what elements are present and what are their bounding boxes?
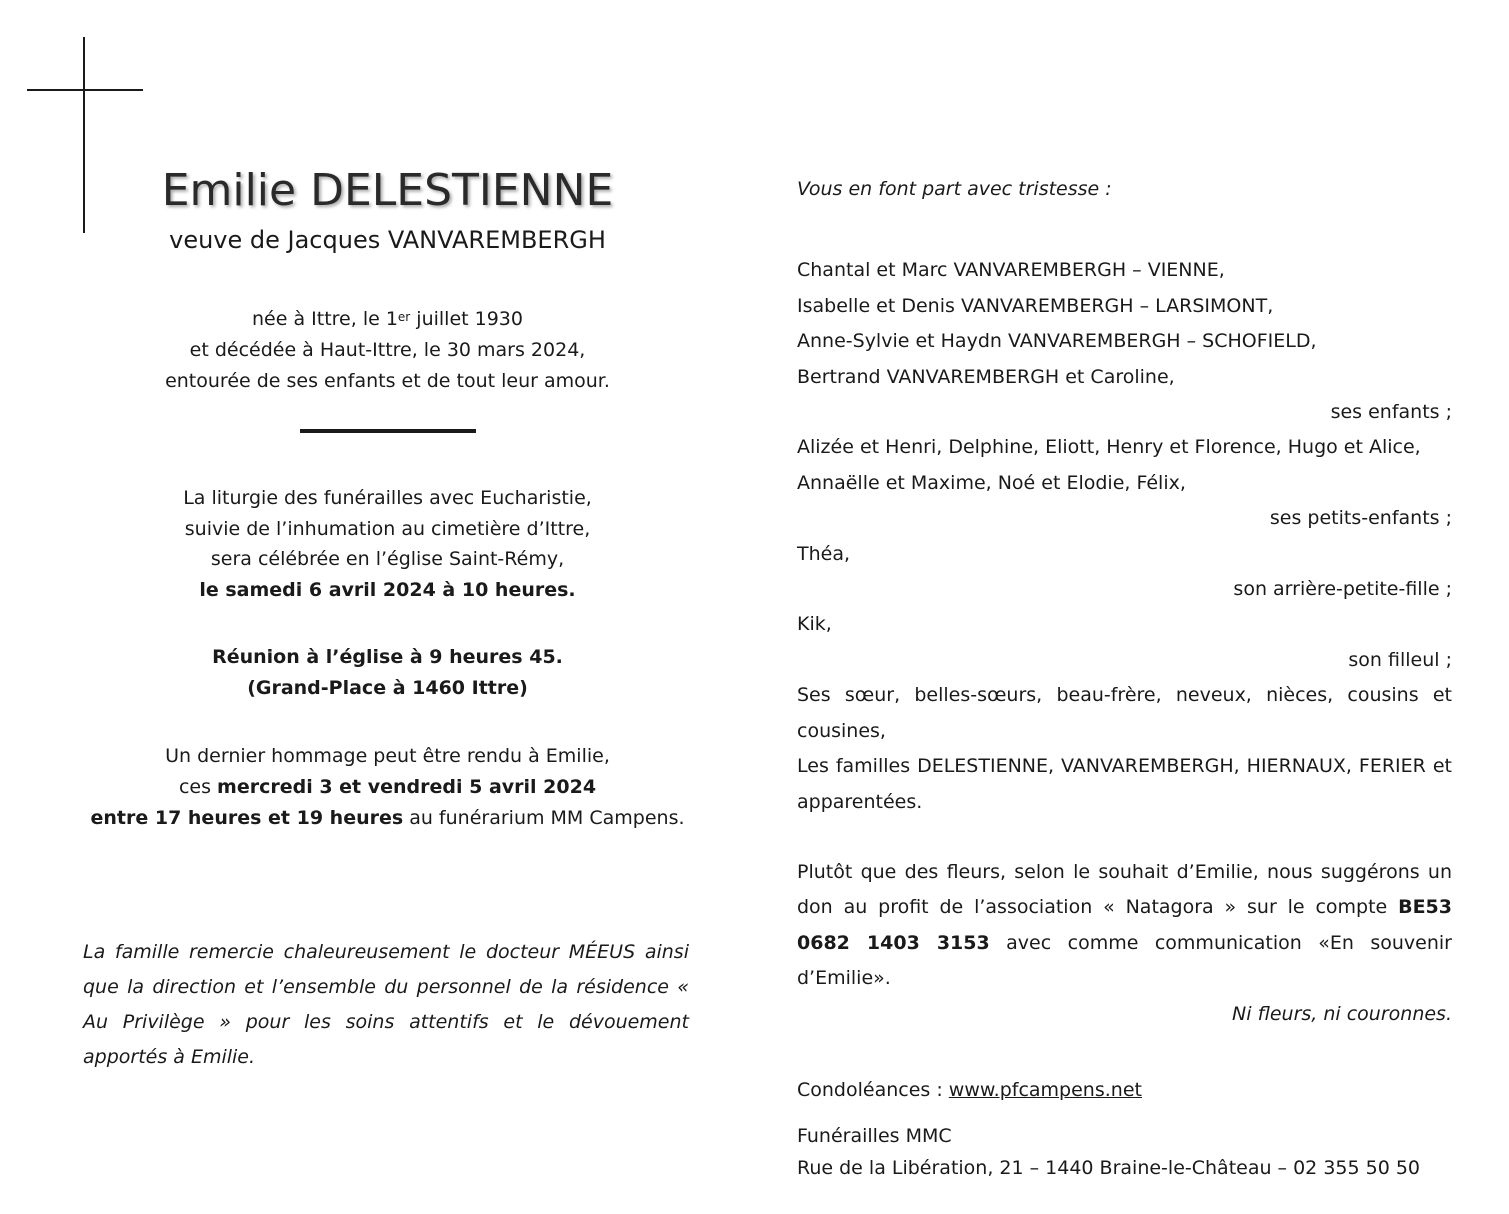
death-line: et décédée à Haut-Ittre, le 30 mars 2024,: [189, 339, 586, 361]
family-list: [797, 253, 1452, 820]
cross-horizontal-bar: [27, 89, 143, 91]
godson-label: son filleul ;: [1348, 648, 1452, 671]
liturgy-line: suivie de l’inhumation au cimetière d’Ittre,: [184, 517, 591, 540]
section-divider: [300, 429, 476, 433]
funeral-home-block: [797, 1120, 1452, 1184]
surrounded-line: entourée de ses enfants et de tout leur amour.: [165, 370, 610, 392]
great-grandchild-label: son arrière-petite-fille ;: [1233, 578, 1452, 601]
condolences-line: [797, 1074, 1452, 1106]
meeting-line: Réunion à l’église à 9 heures 45.: [212, 646, 563, 668]
tribute-block: [75, 741, 700, 834]
donation-paragraph: [797, 855, 1452, 997]
widow-of: veuve de Jacques VANVAREMBERGH: [169, 226, 606, 254]
thanks-paragraph: La famille remercie chaleureusement le docteur MÉEUS ainsi que la direction et l’ensemble du personnel de la résidence « Au Privilège » pour les soins attentifs et le dévouement apportés à Emilie.: [83, 941, 689, 1068]
no-flowers-note: Ni fleurs, ni couronnes.: [1232, 1002, 1452, 1025]
child-entry: Isabelle et Denis VANVAREMBERGH – LARSIMONT,: [797, 294, 1274, 317]
grandchildren-label: ses petits-enfants ;: [1269, 507, 1452, 530]
condolences-label: Condoléances :: [797, 1078, 949, 1101]
tribute-line: Un dernier hommage peut être rendu à Emilie,: [165, 745, 610, 767]
birth-suffix: juillet 1930: [410, 308, 523, 330]
birth-prefix: née à Ittre, le 1: [252, 308, 398, 330]
tribute-prefix: ces: [178, 776, 218, 798]
tribute-dates-bold: mercredi 3 et vendredi 5 avril 2024: [217, 776, 597, 798]
meeting-address: (Grand-Place à 1460 Ittre): [247, 677, 528, 699]
tribute-hours: [75, 803, 700, 834]
grandchildren-list: Alizée et Henri, Delphine, Eliott, Henry et Florence, Hugo et Alice, Annaëlle et Maxime, Noé et Elodie, Félix,: [797, 436, 1421, 494]
left-column: [75, 160, 700, 834]
liturgy-line: sera célébrée en l’église Saint-Rémy,: [210, 548, 565, 570]
birth-death-block: [75, 304, 700, 397]
children-label: ses enfants ;: [1330, 401, 1452, 424]
announcement-intro: Vous en font part avec tristesse :: [797, 178, 1112, 200]
right-column: [797, 172, 1452, 1184]
birth-line: [75, 304, 700, 335]
deceased-name: Emilie DELESTIENNE: [161, 165, 614, 216]
child-entry: Anne-Sylvie et Haydn VANVAREMBERGH – SCHOFIELD,: [797, 330, 1317, 353]
great-grandchild: Théa,: [797, 542, 851, 565]
funeral-home-name: Funérailles MMC: [797, 1124, 952, 1147]
tribute-place: au funérarium MM Campens.: [403, 807, 685, 829]
families-line: Les familles DELESTIENNE, VANVAREMBERGH, HIERNAUX, FERIER et apparentées.: [797, 755, 1452, 813]
child-entry: Chantal et Marc VANVAREMBERGH – VIENNE,: [797, 259, 1225, 282]
liturgy-block: [75, 483, 700, 605]
birth-sup: er: [397, 310, 411, 324]
godson: Kik,: [797, 613, 832, 636]
child-entry: Bertrand VANVAREMBERGH et Caroline,: [797, 365, 1175, 388]
donation-account: BE53 0682 1403 3153: [797, 896, 1452, 954]
funeral-home-address: Rue de la Libération, 21 – 1440 Braine-le-Château – 02 355 50 50: [797, 1156, 1421, 1179]
donation-text: Plutôt que des fleurs, selon le souhait d’Emilie, nous suggérons un don au profit de l’association « Natagora » sur le compte: [797, 860, 1452, 919]
donation-text-end: avec comme communication «En souvenir d’Emilie».: [797, 931, 1452, 990]
tribute-dates: [75, 772, 700, 803]
tribute-hours-bold: entre 17 heures et 19 heures: [90, 807, 404, 829]
meeting-block: [75, 642, 700, 704]
liturgy-date: le samedi 6 avril 2024 à 10 heures.: [199, 578, 576, 601]
liturgy-line: La liturgie des funérailles avec Eucharistie,: [183, 487, 592, 509]
relatives-line: Ses sœur, belles-sœurs, beau-frère, neveux, nièces, cousins et cousines,: [797, 684, 1452, 742]
condolences-link[interactable]: www.pfcampens.net: [948, 1078, 1142, 1101]
